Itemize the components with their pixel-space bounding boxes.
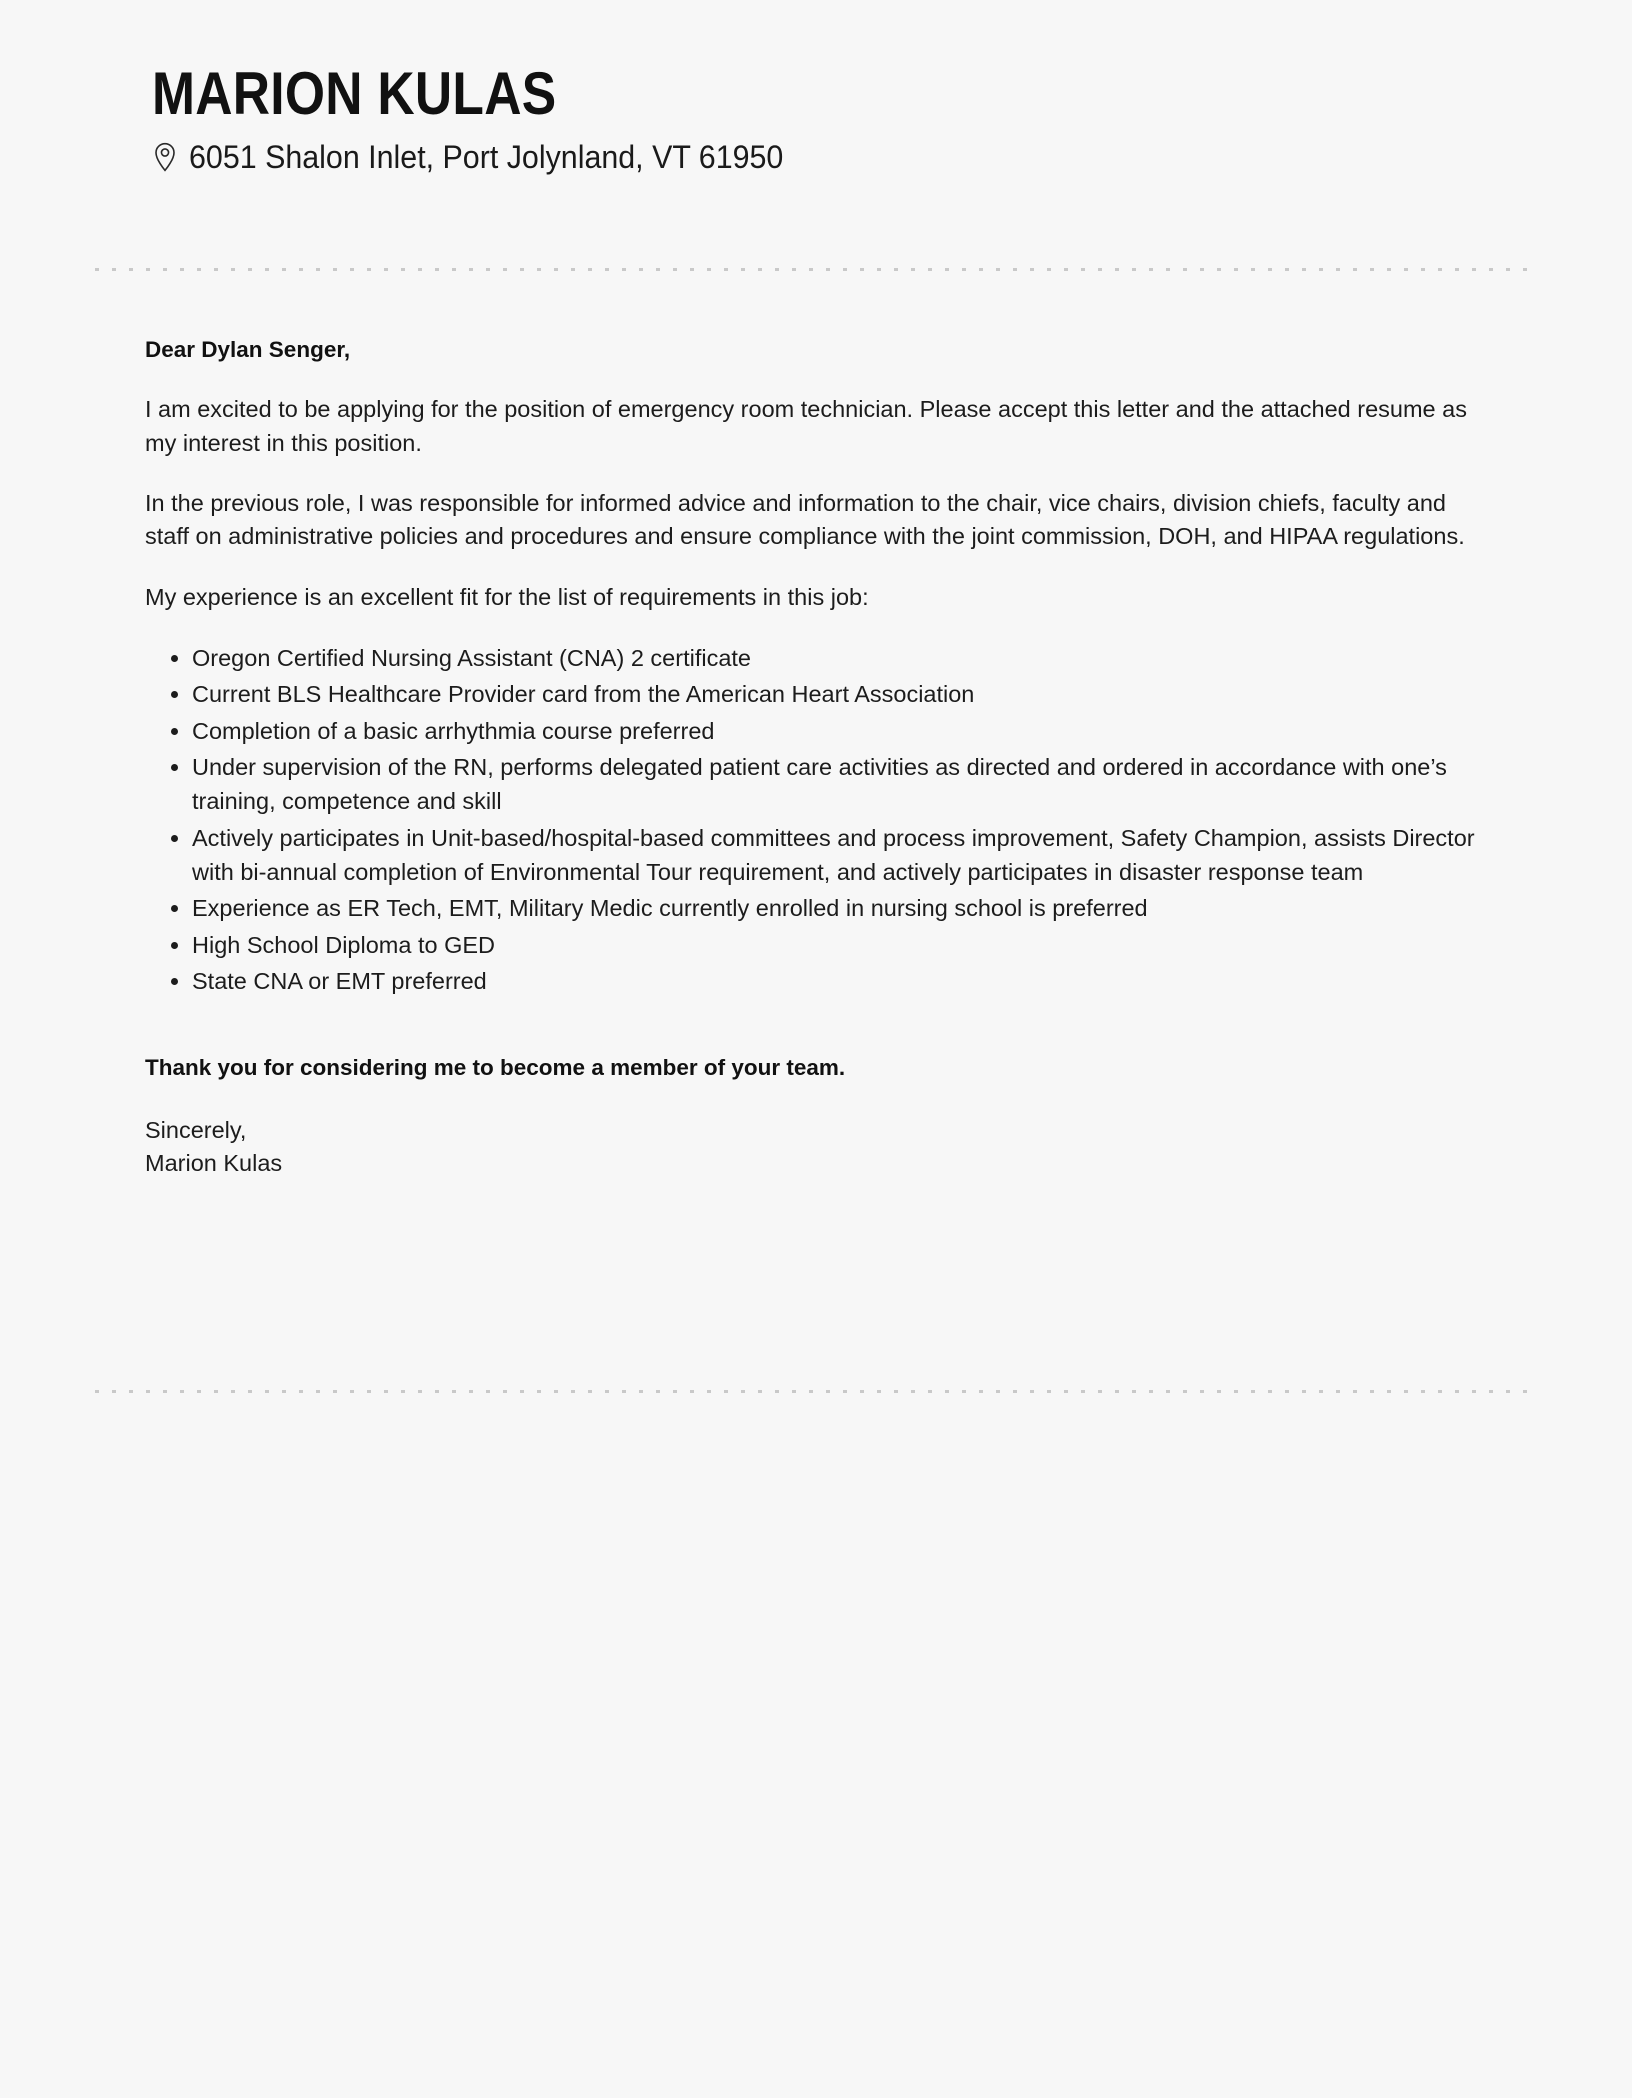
salutation: Dear Dylan Senger, [145, 337, 351, 362]
divider-top [95, 268, 1537, 271]
list-item: Experience as ER Tech, EMT, Military Medic currently enrolled in nursing school is preferred [145, 891, 1490, 925]
letter-body [145, 335, 1490, 1180]
divider-bottom [95, 1390, 1537, 1393]
list-item: Oregon Certified Nursing Assistant (CNA) 2 certificate [145, 641, 1490, 675]
list-item: State CNA or EMT preferred [145, 964, 1490, 998]
signoff-line: Sincerely, [145, 1116, 247, 1143]
address-text: 6051 Shalon Inlet, Port Jolynland, VT 61950 [189, 138, 784, 175]
page-title: MARION KULAS [152, 60, 557, 127]
paragraph-intro: I am excited to be applying for the position of emergency room technician. Please accept this letter and the attached resume as my interest in this position. [145, 396, 1467, 456]
list-item: Current BLS Healthcare Provider card from the American Heart Association [145, 677, 1490, 711]
contact-address-row [152, 140, 1632, 175]
list-item: Actively participates in Unit-based/hospital-based committees and process improvement, Safety Champion, assists Director with bi-annual completion of Environmental Tour requirement, and actively participates in disaster response team [145, 821, 1490, 890]
paragraph-experience: In the previous role, I was responsible for informed advice and information to the chair, vice chairs, division chiefs, faculty and staff on administrative policies and procedures and ensure compliance with the joint commission, DOH, and HIPAA regulations. [145, 490, 1465, 550]
paragraph-requirements-lead: My experience is an excellent fit for the list of requirements in this job: [145, 583, 869, 610]
list-item: Under supervision of the RN, performs delegated patient care activities as directed and ordered in accordance with one’s training, competence and skill [145, 750, 1490, 819]
letter-header [0, 0, 1632, 175]
signature-name: Marion Kulas [145, 1149, 283, 1176]
signature-block [145, 1114, 1490, 1181]
list-item: High School Diploma to GED [145, 928, 1490, 962]
list-item: Completion of a basic arrhythmia course preferred [145, 714, 1490, 748]
map-pin-icon [152, 142, 178, 172]
closing-statement: Thank you for considering me to become a member of your team. [145, 1055, 846, 1081]
requirements-list [145, 641, 1490, 998]
